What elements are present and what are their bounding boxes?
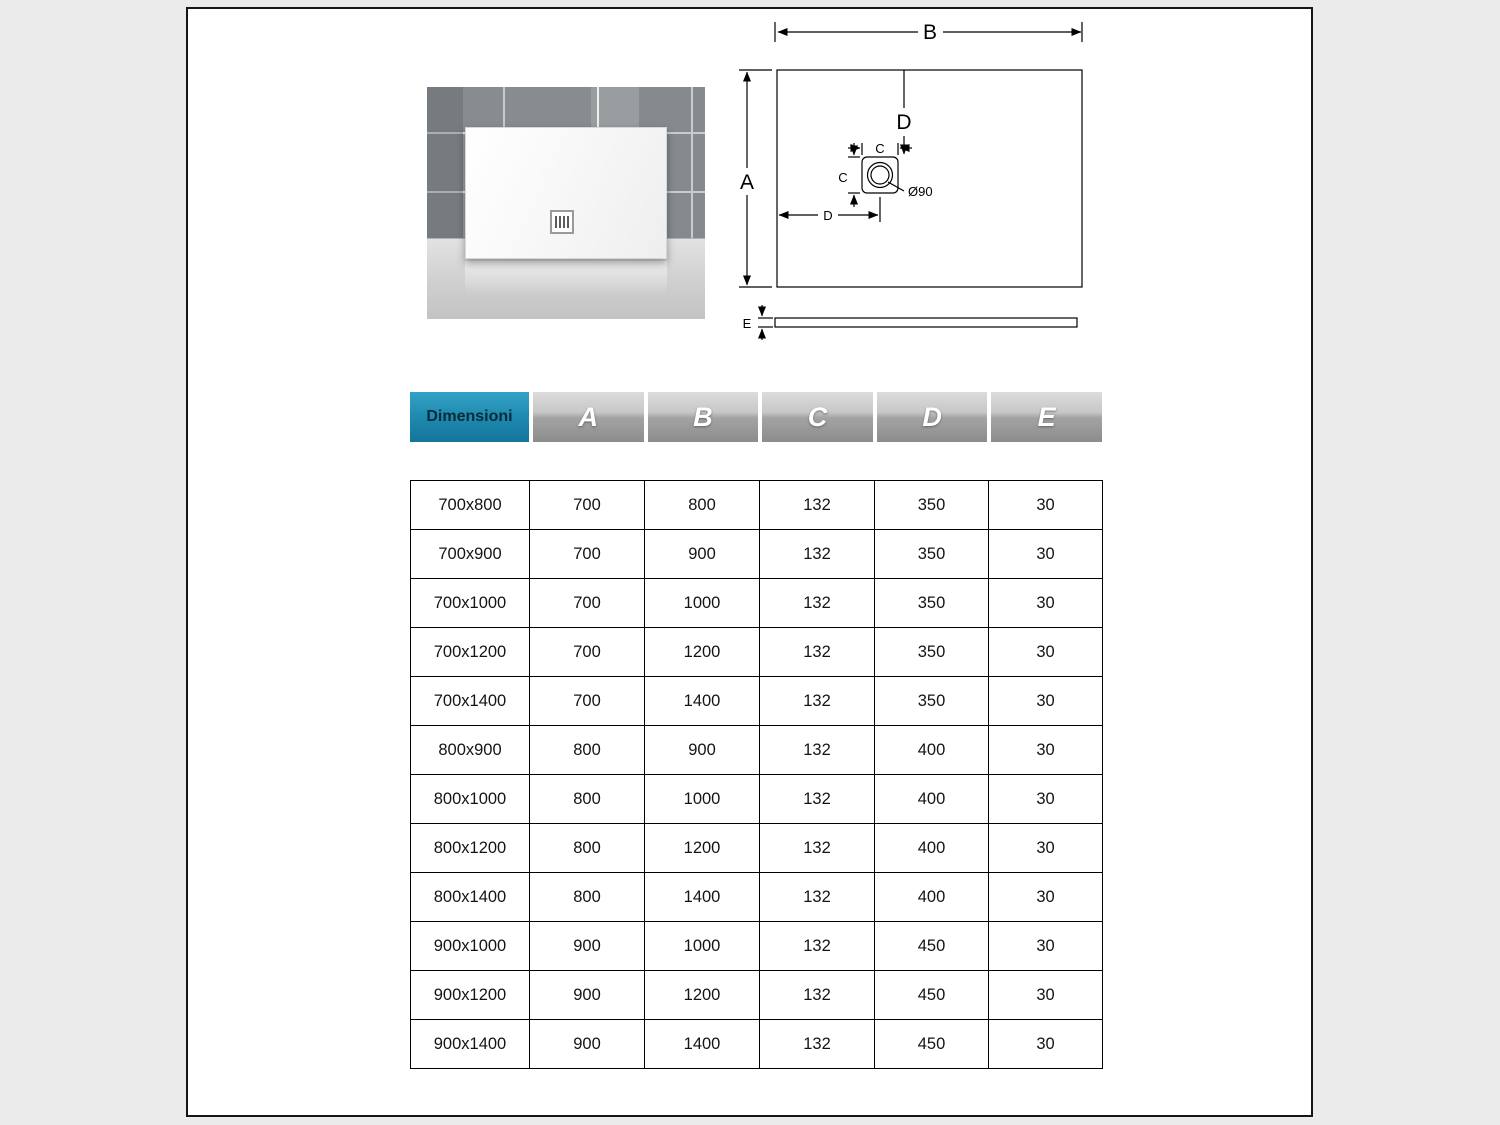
value-cell: 1400 bbox=[645, 1020, 760, 1069]
value-cell: 900 bbox=[530, 1020, 645, 1069]
table-row bbox=[411, 579, 1103, 628]
value-cell: 30 bbox=[989, 824, 1103, 873]
dimension-cell: 700x900 bbox=[411, 530, 530, 579]
table-row bbox=[411, 824, 1103, 873]
value-cell: 132 bbox=[760, 628, 875, 677]
header-col-b: B bbox=[648, 392, 759, 442]
value-cell: 700 bbox=[530, 579, 645, 628]
value-cell: 900 bbox=[645, 726, 760, 775]
table-header-band bbox=[410, 392, 1102, 442]
value-cell: 1200 bbox=[645, 971, 760, 1020]
dim-label-diameter: Ø90 bbox=[908, 184, 933, 199]
value-cell: 132 bbox=[760, 530, 875, 579]
spec-table-body bbox=[411, 481, 1103, 1069]
value-cell: 1000 bbox=[645, 579, 760, 628]
value-cell: 132 bbox=[760, 481, 875, 530]
photo-drain-grate bbox=[550, 210, 574, 234]
value-cell: 800 bbox=[530, 873, 645, 922]
value-cell: 800 bbox=[530, 824, 645, 873]
value-cell: 1200 bbox=[645, 628, 760, 677]
value-cell: 350 bbox=[875, 530, 989, 579]
value-cell: 350 bbox=[875, 579, 989, 628]
dim-label-d-top: D bbox=[896, 111, 912, 134]
value-cell: 132 bbox=[760, 775, 875, 824]
value-cell: 900 bbox=[645, 530, 760, 579]
dimension-cell: 800x1400 bbox=[411, 873, 530, 922]
dimension-cell: 800x1200 bbox=[411, 824, 530, 873]
value-cell: 30 bbox=[989, 775, 1103, 824]
table-row bbox=[411, 775, 1103, 824]
dimension-cell: 700x1200 bbox=[411, 628, 530, 677]
dimension-cell: 900x1200 bbox=[411, 971, 530, 1020]
value-cell: 30 bbox=[989, 873, 1103, 922]
dim-label-d-bottom: D bbox=[823, 208, 833, 223]
spec-sheet bbox=[186, 7, 1313, 1117]
dim-label-e: E bbox=[742, 316, 752, 331]
header-col-d: D bbox=[877, 392, 988, 442]
photo-shower-tray bbox=[465, 127, 667, 259]
value-cell: 30 bbox=[989, 579, 1103, 628]
value-cell: 350 bbox=[875, 628, 989, 677]
table-row bbox=[411, 628, 1103, 677]
value-cell: 450 bbox=[875, 922, 989, 971]
technical-drawing bbox=[722, 12, 1122, 357]
value-cell: 350 bbox=[875, 677, 989, 726]
value-cell: 800 bbox=[530, 775, 645, 824]
dimension-cell: 900x1000 bbox=[411, 922, 530, 971]
value-cell: 132 bbox=[760, 824, 875, 873]
value-cell: 400 bbox=[875, 824, 989, 873]
dim-label-c-left: C bbox=[838, 170, 848, 185]
header-col-c: C bbox=[762, 392, 873, 442]
value-cell: 800 bbox=[645, 481, 760, 530]
value-cell: 700 bbox=[530, 530, 645, 579]
dimension-cell: 700x1000 bbox=[411, 579, 530, 628]
photo-floor-reflection bbox=[465, 261, 667, 295]
header-col-e: E bbox=[991, 392, 1102, 442]
dimension-cell: 800x900 bbox=[411, 726, 530, 775]
value-cell: 132 bbox=[760, 677, 875, 726]
table-row bbox=[411, 1020, 1103, 1069]
value-cell: 30 bbox=[989, 628, 1103, 677]
photo-wall-panel-left bbox=[427, 87, 463, 239]
table-row bbox=[411, 971, 1103, 1020]
value-cell: 900 bbox=[530, 971, 645, 1020]
value-cell: 400 bbox=[875, 873, 989, 922]
value-cell: 1200 bbox=[645, 824, 760, 873]
value-cell: 30 bbox=[989, 971, 1103, 1020]
value-cell: 132 bbox=[760, 579, 875, 628]
value-cell: 30 bbox=[989, 1020, 1103, 1069]
value-cell: 132 bbox=[760, 922, 875, 971]
dim-label-b: B bbox=[922, 21, 938, 44]
value-cell: 1400 bbox=[645, 677, 760, 726]
value-cell: 30 bbox=[989, 922, 1103, 971]
dim-label-a: A bbox=[739, 171, 755, 194]
table-row bbox=[411, 873, 1103, 922]
dimension-cell: 700x800 bbox=[411, 481, 530, 530]
spec-table bbox=[410, 480, 1103, 1069]
header-dimensioni: Dimensioni bbox=[410, 392, 529, 442]
table-row bbox=[411, 677, 1103, 726]
value-cell: 400 bbox=[875, 726, 989, 775]
value-cell: 700 bbox=[530, 628, 645, 677]
value-cell: 450 bbox=[875, 1020, 989, 1069]
value-cell: 132 bbox=[760, 1020, 875, 1069]
value-cell: 132 bbox=[760, 873, 875, 922]
value-cell: 30 bbox=[989, 726, 1103, 775]
value-cell: 400 bbox=[875, 775, 989, 824]
table-row bbox=[411, 726, 1103, 775]
table-row bbox=[411, 481, 1103, 530]
value-cell: 132 bbox=[760, 971, 875, 1020]
value-cell: 900 bbox=[530, 922, 645, 971]
value-cell: 30 bbox=[989, 530, 1103, 579]
table-row bbox=[411, 530, 1103, 579]
value-cell: 700 bbox=[530, 677, 645, 726]
photo-wall-panel-top bbox=[463, 87, 591, 132]
product-photo bbox=[427, 87, 705, 319]
header-col-a: A bbox=[533, 392, 644, 442]
dim-label-c-top: C bbox=[875, 141, 885, 156]
value-cell: 800 bbox=[530, 726, 645, 775]
value-cell: 1000 bbox=[645, 922, 760, 971]
value-cell: 700 bbox=[530, 481, 645, 530]
tray-side-profile bbox=[775, 318, 1077, 327]
diameter-leader bbox=[888, 182, 904, 191]
value-cell: 30 bbox=[989, 481, 1103, 530]
value-cell: 450 bbox=[875, 971, 989, 1020]
value-cell: 350 bbox=[875, 481, 989, 530]
value-cell: 30 bbox=[989, 677, 1103, 726]
tray-outline bbox=[777, 70, 1082, 287]
dimension-cell: 900x1400 bbox=[411, 1020, 530, 1069]
value-cell: 132 bbox=[760, 726, 875, 775]
value-cell: 1400 bbox=[645, 873, 760, 922]
dimension-cell: 800x1000 bbox=[411, 775, 530, 824]
table-row bbox=[411, 922, 1103, 971]
dimension-cell: 700x1400 bbox=[411, 677, 530, 726]
drain-circle-inner bbox=[871, 166, 889, 184]
value-cell: 1000 bbox=[645, 775, 760, 824]
